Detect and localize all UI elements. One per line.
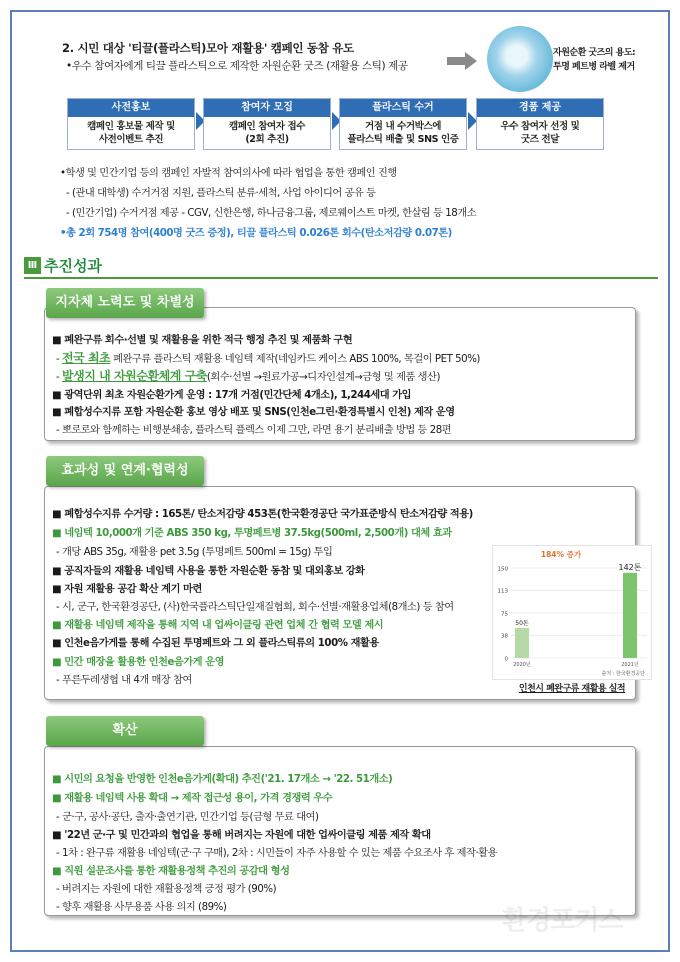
total-result: •총 2회 754명 참여(400명 굿즈 증정), 티끌 플라스틱 0.026톤 회수(탄소저감량 0.07톤) [60, 228, 452, 239]
card2-line: ■ 네임텍 10,000개 기준 ABS 350 kg, 투명페트병 37.5kg(500ml, 2,500개) 대체 효과 [52, 528, 452, 539]
chart-data-label: 50톤 [515, 620, 529, 627]
card2-line: ■ 공직자들의 재활용 네임텍 사용을 통한 자원순환 동참 및 대외홍보 강화 [52, 566, 365, 577]
card1-line: ■ 폐완구류 회수·선별 및 재활용을 위한 적극 행정 추진 및 제품화 구현 [52, 335, 353, 346]
card2-line: ■ 폐합성수지류 수거량 : 165톤/ 탄소저감량 453톤(한국환경공단 국가표준방식 탄소저감량 적용) [52, 509, 473, 520]
chart-svg [493, 546, 653, 681]
step-head: 사전홍보 [68, 99, 194, 117]
chart-x-tick: 2021년 [621, 662, 639, 668]
recycling-chart [492, 545, 652, 680]
chart-y-tick: 113 [497, 588, 508, 595]
chart-source: 출처 : 한국환경공단 [601, 671, 645, 677]
chart-data-label: 142톤 [618, 562, 642, 572]
card3-line: ■ 재활용 네임텍 사용 확대 → 제작 접근성 용이, 가격 경쟁력 우수 [52, 793, 333, 804]
recycled-goods-photo [487, 26, 553, 92]
bullet-cooperation: •학생 및 민간기업 등의 캠페인 자발적 참여의사에 따라 협업을 통한 캠페인 진행 [60, 168, 397, 179]
section2-title: 2. 시민 대상 '티끌(플라스틱)모아 재활용' 캠페인 동참 유도 [62, 41, 354, 55]
arrow-right-icon [447, 52, 477, 70]
step-body: 거점 내 수거박스에 플라스틱 배출 및 SNS 인증 [347, 121, 459, 145]
card3-line: - 향후 재활용 사무용품 사용 의지 (89%) [56, 902, 227, 913]
section2-subtitle: •우수 참여자에게 티끌 플라스틱으로 제작한 자원순환 굿즈 (재활용 스틱) 제공 [66, 60, 408, 72]
chart-y-tick: 150 [497, 566, 508, 573]
card-tab: 지자체 노력도 및 차별성 [46, 288, 204, 318]
step-body: 캠페인 참여자 접수 (2회 추진) [228, 121, 306, 145]
step-head: 플라스틱 수거 [340, 99, 466, 117]
card2-line: - 푸른두레생협 내 4개 매장 참여 [56, 675, 192, 686]
step-prize [476, 98, 604, 150]
card3-line: - 군·구, 공사·공단, 출자·출연기관, 민간기업 등(금형 무료 대여) [56, 812, 319, 823]
chart-annotation: 184% 증가 [540, 550, 582, 559]
chart-bar [623, 573, 637, 658]
chart-x-tick: 2020년 [513, 662, 531, 668]
chart-y-tick: 75 [501, 611, 508, 618]
card2-line: ■ 인천e음가게를 통해 수집된 투명페트와 그 외 플라스틱류의 100% 재활용 [52, 638, 379, 649]
watermark: 환경포커스 [502, 906, 623, 936]
card1-line: - 뽀로로와 함께하는 비행분쇄송, 플라스틱 플렉스 이제 그만, 라면 용기 분리배출 방법 등 28편 [56, 425, 452, 436]
section-divider [24, 277, 658, 279]
bullet-students: - (관내 대학생) 수거거점 지원, 플라스틱 분류·세척, 사업 아이디어 공유 등 [66, 188, 376, 199]
step-body: 우수 참여자 선정 및 굿즈 전달 [500, 121, 580, 145]
card2-line: ■ 자원 재활용 공감 확산 계기 마련 [52, 584, 202, 595]
card2-line: - 시, 군구, 한국환경공단, (사)한국플라스틱단일재질협회, 회수·선별·재활용업체(8개소) 등 참여 [56, 602, 454, 613]
section-number-badge: Ⅲ [24, 257, 41, 274]
card3-line: ■ 시민의 요청을 반영한 인천e음가게(확대) 추진('21. 17개소 → '22. 51개소) [52, 774, 393, 785]
card3-line: ■ 직원 설문조사를 통한 재활용정책 추진의 공감대 형성 [52, 866, 290, 877]
card2-line: ■ 재활용 네임텍 제작을 통해 지역 내 업싸이클링 관련 업체 간 협력 모델 제시 [52, 620, 384, 631]
card1-line: - 발생지 내 자원순환체계 구축(회수·선별 →원료가공→디자인설계→금형 및 제품 생산) [56, 369, 440, 383]
chart-bar [515, 628, 529, 658]
card1-line: - 전국 최초 폐완구류 플라스틱 재활용 네임텍 제작(네임카드 케이스 ABS 100%, 목걸이 PET 50%) [56, 351, 480, 365]
chart-caption: 인천시 폐완구류 재활용 실적 [518, 684, 626, 694]
card-tab: 확산 [46, 716, 204, 746]
step-recruit [203, 98, 331, 150]
step-head: 경품 제공 [477, 99, 603, 117]
card3-line: - 버려지는 자원에 대한 재활용정책 긍정 평가 (90%) [56, 884, 277, 895]
chart-y-tick: 0 [504, 656, 508, 663]
chart-y-tick: 38 [501, 633, 508, 640]
card2-line: ■ 민간 매장을 활용한 인천e음가게 운영 [52, 657, 224, 668]
step-pre-promotion [67, 98, 195, 150]
card1-line: ■ 광역단위 최초 자원순환가게 운영 : 17개 거점(민간단체 4개소), 1,244세대 가입 [52, 390, 412, 401]
goods-caption: 자원순환 굿즈의 용도: 투명 페트병 라벨 제거 [553, 48, 636, 72]
card3-line: - 1차 : 완구류 재활용 네임텍(군·구 구매), 2차 : 시민들이 자주 사용할 수 있는 제품 수요조사 후 제작·활용 [56, 848, 497, 859]
bullet-companies: - (민간기업) 수거거점 제공 - CGV, 신한은행, 하나금융그룹, 제로웨이스트 마켓, 한살림 등 18개소 [66, 208, 477, 219]
step-body: 캠페인 홍보물 제작 및 사전이벤트 추진 [87, 121, 175, 145]
step-head: 참여자 모집 [204, 99, 330, 117]
card-tab: 효과성 및 연계·협력성 [46, 456, 204, 486]
card2-line: - 개당 ABS 35g, 재활용 pet 3.5g (투명페트 500ml = 15g) 투입 [56, 547, 333, 558]
card3-line: ■ '22년 군·구 및 민간과의 협업을 통해 버려지는 자원에 대한 업싸이클링 제품 제작 확대 [52, 830, 431, 841]
step-collection [339, 98, 467, 150]
section-title: 추진성과 [44, 257, 102, 275]
card1-line: ■ 폐합성수지류 포함 자원순환 홍보 영상 배포 및 SNS(인천e그린·환경특별시 인천) 제작 운영 [52, 407, 455, 418]
